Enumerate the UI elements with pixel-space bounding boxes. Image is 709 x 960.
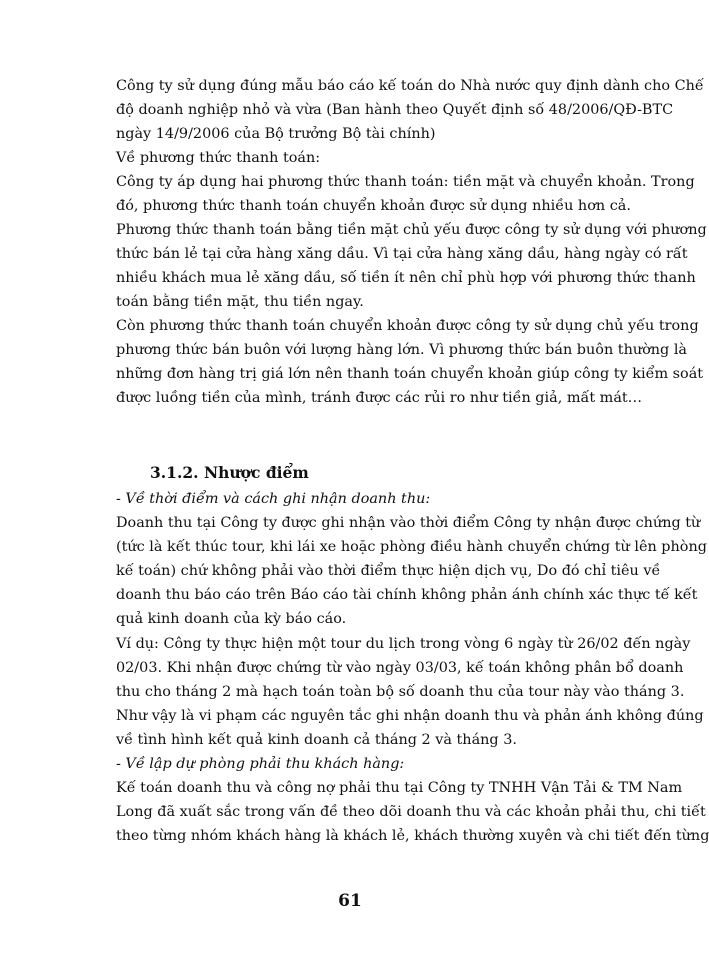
paragraph-line: Còn phương thức thanh toán chuyển khoản được công ty sử dụng chủ yếu trong (116, 318, 699, 334)
paragraph-line: kế toán) chứ không phải vào thời điểm thực hiện dịch vụ, Do đó chỉ tiêu về (116, 563, 661, 579)
paragraph-line: toán bằng tiền mặt, thu tiền ngay. (116, 294, 364, 310)
paragraph-line: được luồng tiền của mình, tránh được các rủi ro như tiền giả, mất mát… (116, 390, 643, 406)
paragraph-line: Công ty áp dụng hai phương thức thanh toán: tiền mặt và chuyển khoản. Trong (116, 174, 695, 190)
paragraph-line: Phương thức thanh toán bằng tiền mặt chủ yếu được công ty sử dụng với phương (116, 222, 707, 238)
paragraph-line: Ví dụ: Công ty thực hiện một tour du lịch trong vòng 6 ngày từ 26/02 đến ngày (116, 636, 691, 652)
paragraph-line: 02/03. Khi nhận được chứng từ vào ngày 03/03, kế toán không phân bổ doanh (116, 660, 684, 676)
section-heading: 3.1.2. Nhược điểm (150, 463, 309, 482)
paragraph-line: Công ty sử dụng đúng mẫu báo cáo kế toán do Nhà nước quy định dành cho Chế (116, 78, 704, 94)
italic-subheading: - Về thời điểm và cách ghi nhận doanh thu: (116, 491, 431, 507)
paragraph-line: phương thức bán buôn với lượng hàng lớn. Vì phương thức bán buôn thường là (116, 342, 688, 358)
paragraph-line: nhiều khách mua lẻ xăng dầu, số tiền ít nên chỉ phù hợp với phương thức thanh (116, 270, 696, 286)
paragraph-line: theo từng nhóm khách hàng là khách lẻ, khách thường xuyên và chi tiết đến từng (116, 828, 709, 844)
paragraph-line: thức bán lẻ tại cửa hàng xăng dầu. Vì tại cửa hàng xăng dầu, hàng ngày có rất (116, 246, 688, 262)
paragraph-line: Doanh thu tại Công ty được ghi nhận vào thời điểm Công ty nhận được chứng từ (116, 515, 701, 531)
paragraph-line: về tình hình kết quả kinh doanh cả tháng 2 và tháng 3. (116, 732, 517, 748)
paragraph-line: Long đã xuất sắc trong vấn đề theo dõi doanh thu và các khoản phải thu, chi tiết (116, 804, 706, 820)
paragraph-line: độ doanh nghiệp nhỏ và vừa (Ban hành theo Quyết định số 48/2006/QĐ-BTC (116, 102, 674, 118)
page-number: 61 (338, 891, 362, 911)
paragraph-line: những đơn hàng trị giá lớn nên thanh toán chuyển khoản giúp công ty kiểm soát (116, 366, 704, 382)
paragraph-line: Như vậy là vi phạm các nguyên tắc ghi nhận doanh thu và phản ánh không đúng (116, 708, 704, 724)
paragraph-line: đó, phương thức thanh toán chuyển khoản được sử dụng nhiều hơn cả. (116, 198, 631, 214)
italic-subheading: - Về lập dự phòng phải thu khách hàng: (116, 756, 405, 772)
paragraph-line: quả kinh doanh của kỳ báo cáo. (116, 611, 347, 627)
paragraph-line: Kế toán doanh thu và công nợ phải thu tại Công ty TNHH Vận Tải & TM Nam (116, 780, 683, 796)
paragraph-line: (tức là kết thúc tour, khi lái xe hoặc phòng điều hành chuyển chứng từ lên phòng (116, 539, 707, 555)
paragraph-line: thu cho tháng 2 mà hạch toán toàn bộ số doanh thu của tour này vào tháng 3. (116, 684, 685, 700)
paragraph-line: doanh thu báo cáo trên Báo cáo tài chính không phản ánh chính xác thực tế kết (116, 587, 698, 603)
paragraph-line: ngày 14/9/2006 của Bộ trưởng Bộ tài chính) (116, 126, 436, 142)
paragraph-line: Về phương thức thanh toán: (116, 150, 321, 166)
